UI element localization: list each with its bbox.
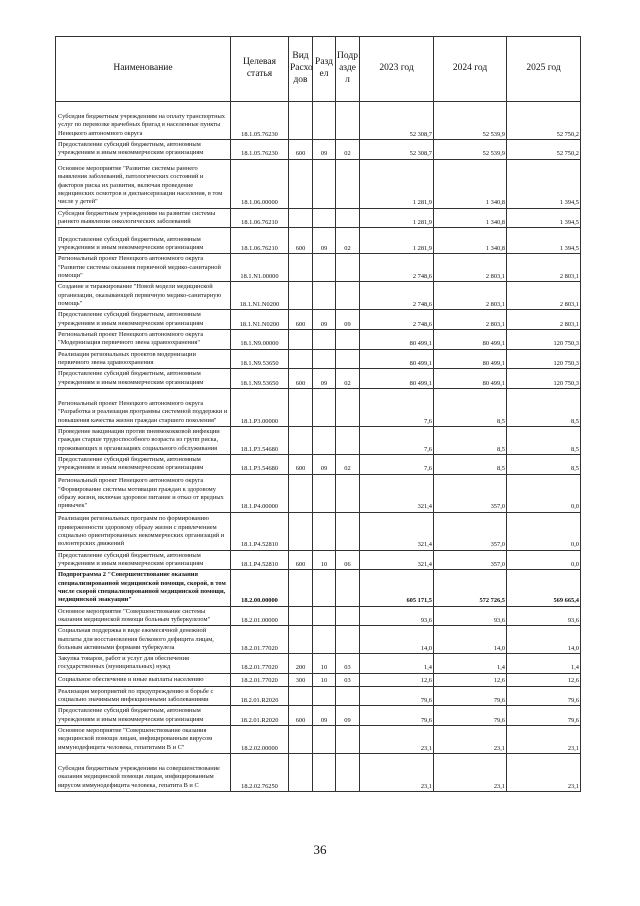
header-year-2024: 2024 год xyxy=(434,37,507,102)
row-value-2024: 23,1 xyxy=(434,754,507,792)
row-section xyxy=(313,426,336,454)
table-body xyxy=(56,102,581,792)
row-value-2023: 605 171,5 xyxy=(360,570,434,606)
row-target-article: 18.1.05.76230 xyxy=(231,140,289,160)
row-value-2024: 52 539,9 xyxy=(434,102,507,140)
row-value-2025: 120 750,3 xyxy=(507,369,581,389)
row-target-article: 18.1.N1.00000 xyxy=(231,254,289,282)
row-value-2023: 7,6 xyxy=(360,388,434,426)
row-target-article: 18.1.P3.54680 xyxy=(231,454,289,474)
row-section: 10 xyxy=(313,673,336,686)
row-target-article: 18.1.N9.53650 xyxy=(231,349,289,369)
row-section xyxy=(313,570,336,606)
row-target-article: 18.2.00.00000 xyxy=(231,570,289,606)
row-subsection: 02 xyxy=(336,228,360,254)
row-value-2023: 80 499,1 xyxy=(360,349,434,369)
row-value-2025: 23,1 xyxy=(507,754,581,792)
row-value-2024: 79,6 xyxy=(434,706,507,726)
table-header xyxy=(56,37,581,102)
row-value-2025: 120 750,3 xyxy=(507,329,581,349)
row-section xyxy=(313,282,336,310)
row-target-article: 18.2.02.00000 xyxy=(231,726,289,754)
row-target-article: 18.1.05.76230 xyxy=(231,102,289,140)
row-name: Реализация региональных программ по формированию приверженности здоровому образу жизни с привлечением социально ориентированных некоммерческих организаций и волонтерских движений xyxy=(56,512,231,550)
row-value-2023: 23,1 xyxy=(360,754,434,792)
row-value-2024: 8,5 xyxy=(434,426,507,454)
row-value-2024: 2 803,1 xyxy=(434,310,507,330)
row-value-2023: 1 281,9 xyxy=(360,159,434,208)
table-row xyxy=(56,329,581,349)
row-name: Создание и тиражирование "Новой модели медицинской организации, оказывающей первичную медико-санитарную помощь" xyxy=(56,282,231,310)
row-value-2023: 321,4 xyxy=(360,474,434,512)
header-subsection: Подр азде л xyxy=(336,37,360,102)
row-value-2025: 93,6 xyxy=(507,606,581,626)
row-target-article: 18.1.06.76210 xyxy=(231,228,289,254)
row-value-2023: 2 748,6 xyxy=(360,282,434,310)
header-section: Разд ел xyxy=(313,37,336,102)
row-target-article: 18.2.01.77020 xyxy=(231,654,289,674)
row-name: Закупка товаров, работ и услуг для обеспечения государственных (муниципальных) нужд xyxy=(56,654,231,674)
row-value-2023: 7,6 xyxy=(360,426,434,454)
row-value-2023: 2 748,6 xyxy=(360,310,434,330)
row-value-2025: 79,6 xyxy=(507,706,581,726)
row-expense-type: 300 xyxy=(289,673,313,686)
row-subsection: 02 xyxy=(336,369,360,389)
row-subsection xyxy=(336,102,360,140)
table-row xyxy=(56,228,581,254)
row-name: Предоставление субсидий бюджетным, автономным учреждениям и иным некоммерческим организациям xyxy=(56,706,231,726)
row-subsection xyxy=(336,474,360,512)
row-value-2025: 0,0 xyxy=(507,550,581,570)
header-year-2025: 2025 год xyxy=(507,37,581,102)
table-row xyxy=(56,606,581,626)
row-value-2023: 14,0 xyxy=(360,626,434,654)
row-name: Региональный проект Ненецкого автономного округа "Разработка и реализация программы системной поддержки и повышения качества жизни граждан старшего поколения" xyxy=(56,388,231,426)
row-value-2023: 321,4 xyxy=(360,512,434,550)
row-subsection xyxy=(336,329,360,349)
row-section: 10 xyxy=(313,550,336,570)
row-expense-type xyxy=(289,208,313,228)
row-expense-type xyxy=(289,626,313,654)
row-target-article: 18.2.01.R2020 xyxy=(231,706,289,726)
row-value-2025: 1 394,5 xyxy=(507,159,581,208)
row-value-2025: 8,5 xyxy=(507,426,581,454)
row-value-2025: 12,6 xyxy=(507,673,581,686)
row-section: 09 xyxy=(313,140,336,160)
row-value-2024: 572 726,5 xyxy=(434,570,507,606)
row-value-2024: 1 340,8 xyxy=(434,228,507,254)
table-row xyxy=(56,208,581,228)
row-value-2025: 2 803,1 xyxy=(507,282,581,310)
row-target-article: 18.2.02.76250 xyxy=(231,754,289,792)
row-value-2025: 0,0 xyxy=(507,474,581,512)
row-section xyxy=(313,754,336,792)
row-section xyxy=(313,474,336,512)
row-subsection xyxy=(336,254,360,282)
table-row xyxy=(56,474,581,512)
row-name: Предоставление субсидий бюджетным, автономным учреждениям и иным некоммерческим организациям xyxy=(56,310,231,330)
row-target-article: 18.2.01.R2020 xyxy=(231,686,289,706)
row-section: 09 xyxy=(313,706,336,726)
row-section xyxy=(313,686,336,706)
row-target-article: 18.1.P3.54680 xyxy=(231,426,289,454)
row-value-2025: 0,0 xyxy=(507,512,581,550)
row-subsection xyxy=(336,726,360,754)
row-name: Региональный проект Ненецкого автономного округа "Формирование системы мотивации граждан к здоровому образу жизни, включая здоровое питание и отказ от вредных привычек" xyxy=(56,474,231,512)
row-expense-type: 200 xyxy=(289,654,313,674)
row-subsection: 06 xyxy=(336,550,360,570)
row-value-2023: 80 499,1 xyxy=(360,369,434,389)
row-name: Социальная поддержка в виде ежемесячной денежной выплаты для восстановления белкового дефицита лицам, больным активными формами туберкулеза xyxy=(56,626,231,654)
row-expense-type xyxy=(289,726,313,754)
row-name: Предоставление субсидий бюджетным, автономным учреждениям и иным некоммерческим организациям xyxy=(56,140,231,160)
row-target-article: 18.1.06.76210 xyxy=(231,208,289,228)
row-value-2023: 52 308,7 xyxy=(360,102,434,140)
table-row xyxy=(56,310,581,330)
row-name: Основное мероприятие "Совершенствование системы оказания медицинской помощи больным туберкулезом" xyxy=(56,606,231,626)
row-target-article: 18.1.06.00000 xyxy=(231,159,289,208)
row-subsection xyxy=(336,282,360,310)
row-value-2024: 14,0 xyxy=(434,626,507,654)
row-expense-type xyxy=(289,426,313,454)
row-section: 09 xyxy=(313,454,336,474)
row-subsection: 03 xyxy=(336,673,360,686)
row-value-2025: 8,5 xyxy=(507,454,581,474)
row-value-2023: 93,6 xyxy=(360,606,434,626)
row-target-article: 18.1.N9.00000 xyxy=(231,329,289,349)
row-section xyxy=(313,208,336,228)
row-subsection xyxy=(336,686,360,706)
row-name: Субсидия бюджетным учреждениям на развитие системы раннего выявления онкологических заболеваний xyxy=(56,208,231,228)
row-value-2025: 569 665,4 xyxy=(507,570,581,606)
row-value-2025: 52 750,2 xyxy=(507,102,581,140)
header-target-article: Целевая статья xyxy=(231,37,289,102)
row-name: Подпрограмма 2 "Совершенствование оказания специализированной медицинской помощи, скорой, в том числе скорой специализированной медицинской помощи, медицинской эвакуации" xyxy=(56,570,231,606)
row-subsection xyxy=(336,626,360,654)
row-value-2024: 357,0 xyxy=(434,474,507,512)
row-expense-type xyxy=(289,282,313,310)
header-year-2023: 2023 год xyxy=(360,37,434,102)
row-value-2023: 80 499,1 xyxy=(360,329,434,349)
row-value-2023: 12,6 xyxy=(360,673,434,686)
row-value-2023: 79,6 xyxy=(360,686,434,706)
header-name: Наименование xyxy=(56,37,231,102)
row-value-2023: 321,4 xyxy=(360,550,434,570)
row-expense-type xyxy=(289,606,313,626)
row-name: Региональный проект Ненецкого автономного округа "Развитие системы оказания первичной медико-санитарной помощи" xyxy=(56,254,231,282)
row-value-2023: 1 281,9 xyxy=(360,228,434,254)
row-name: Основное мероприятие "Совершенствование оказания медицинской помощи лицам, инфицированным вирусом иммунодефицита человека, гепатитами В и С" xyxy=(56,726,231,754)
table-row xyxy=(56,102,581,140)
row-section xyxy=(313,159,336,208)
table-row xyxy=(56,349,581,369)
row-value-2024: 2 803,1 xyxy=(434,254,507,282)
row-expense-type: 600 xyxy=(289,454,313,474)
row-value-2024: 357,0 xyxy=(434,550,507,570)
row-expense-type xyxy=(289,512,313,550)
row-expense-type xyxy=(289,474,313,512)
row-value-2025: 1 394,5 xyxy=(507,208,581,228)
table-row xyxy=(56,626,581,654)
row-name: Предоставление субсидий бюджетным, автономным учреждениям и иным некоммерческим организациям xyxy=(56,550,231,570)
row-subsection xyxy=(336,349,360,369)
table-row xyxy=(56,570,581,606)
row-target-article: 18.2.01.77020 xyxy=(231,626,289,654)
row-section xyxy=(313,329,336,349)
row-expense-type xyxy=(289,102,313,140)
row-value-2024: 80 499,1 xyxy=(434,369,507,389)
row-section: 10 xyxy=(313,654,336,674)
table-row xyxy=(56,686,581,706)
row-subsection: 03 xyxy=(336,654,360,674)
row-subsection: 09 xyxy=(336,310,360,330)
row-expense-type: 600 xyxy=(289,550,313,570)
row-value-2024: 80 499,1 xyxy=(434,349,507,369)
row-value-2025: 23,1 xyxy=(507,726,581,754)
row-target-article: 18.1.N1.N0200 xyxy=(231,310,289,330)
row-subsection: 02 xyxy=(336,140,360,160)
row-section xyxy=(313,512,336,550)
table-row xyxy=(56,654,581,674)
row-name: Реализация региональных проектов модернизации первичного звена здравоохранения xyxy=(56,349,231,369)
row-name: Субсидия бюджетным учреждениям на совершенствование оказания медицинской помощи лицам, инфицированным вирусом иммунодефицита человека, гепатита В и С xyxy=(56,754,231,792)
table-row xyxy=(56,254,581,282)
row-name: Субсидия бюджетным учреждениям на оплату транспортных услуг по перевозке врачебных бригад в населенные пункты Ненецкого автономного округа xyxy=(56,102,231,140)
table-row xyxy=(56,673,581,686)
row-value-2024: 8,5 xyxy=(434,454,507,474)
row-name: Предоставление субсидий бюджетным, автономным учреждениям и иным некоммерческим организациям xyxy=(56,369,231,389)
row-value-2024: 80 499,1 xyxy=(434,329,507,349)
row-value-2025: 8,5 xyxy=(507,388,581,426)
row-expense-type: 600 xyxy=(289,369,313,389)
table-row xyxy=(56,140,581,160)
row-section xyxy=(313,388,336,426)
table-row xyxy=(56,512,581,550)
row-name: Проведение вакцинации против пневмококковой инфекции граждан старше трудоспособного возраста из групп риска, проживающих в организациях социального обслуживания xyxy=(56,426,231,454)
table-row xyxy=(56,454,581,474)
row-value-2023: 1,4 xyxy=(360,654,434,674)
row-section xyxy=(313,254,336,282)
row-name: Региональный проект Ненецкого автономного округа "Модернизация первичного звена здравоохранения" xyxy=(56,329,231,349)
row-value-2024: 2 803,1 xyxy=(434,282,507,310)
row-expense-type xyxy=(289,159,313,208)
row-section xyxy=(313,102,336,140)
row-value-2024: 79,6 xyxy=(434,686,507,706)
row-name: Предоставление субсидий бюджетным, автономным учреждениям и иным некоммерческим организациям xyxy=(56,454,231,474)
row-target-article: 18.2.01.77020 xyxy=(231,673,289,686)
row-value-2024: 52 539,9 xyxy=(434,140,507,160)
row-value-2023: 52 308,7 xyxy=(360,140,434,160)
row-value-2024: 8,5 xyxy=(434,388,507,426)
table-row xyxy=(56,388,581,426)
row-value-2023: 1 281,9 xyxy=(360,208,434,228)
row-target-article: 18.1.N9.53650 xyxy=(231,369,289,389)
row-expense-type: 600 xyxy=(289,706,313,726)
row-subsection xyxy=(336,388,360,426)
row-value-2023: 2 748,6 xyxy=(360,254,434,282)
table-row xyxy=(56,726,581,754)
row-name: Предоставление субсидий бюджетным, автономным учреждениям и иным некоммерческим организациям xyxy=(56,228,231,254)
row-value-2024: 1 340,8 xyxy=(434,208,507,228)
row-target-article: 18.1.N1.N0200 xyxy=(231,282,289,310)
row-value-2025: 79,6 xyxy=(507,686,581,706)
row-value-2025: 52 750,2 xyxy=(507,140,581,160)
row-value-2024: 12,6 xyxy=(434,673,507,686)
budget-table xyxy=(55,36,581,792)
row-subsection xyxy=(336,512,360,550)
row-value-2025: 120 750,3 xyxy=(507,349,581,369)
row-subsection xyxy=(336,208,360,228)
row-expense-type xyxy=(289,329,313,349)
table-row xyxy=(56,550,581,570)
row-section: 09 xyxy=(313,369,336,389)
row-subsection xyxy=(336,570,360,606)
row-subsection: 09 xyxy=(336,706,360,726)
table-row xyxy=(56,159,581,208)
row-expense-type: 600 xyxy=(289,140,313,160)
row-section: 09 xyxy=(313,310,336,330)
row-value-2025: 2 803,1 xyxy=(507,310,581,330)
row-target-article: 18.2.01.00000 xyxy=(231,606,289,626)
row-value-2025: 2 803,1 xyxy=(507,254,581,282)
row-subsection: 02 xyxy=(336,454,360,474)
row-expense-type xyxy=(289,254,313,282)
row-expense-type xyxy=(289,686,313,706)
row-expense-type xyxy=(289,570,313,606)
row-name: Социальное обеспечение и иные выплаты населению xyxy=(56,673,231,686)
row-section: 09 xyxy=(313,228,336,254)
row-value-2025: 14,0 xyxy=(507,626,581,654)
row-value-2024: 23,1 xyxy=(434,726,507,754)
row-expense-type xyxy=(289,754,313,792)
row-subsection xyxy=(336,159,360,208)
table-row xyxy=(56,369,581,389)
header-expense-type: Вид Расхо дов xyxy=(289,37,313,102)
row-subsection xyxy=(336,606,360,626)
row-subsection xyxy=(336,754,360,792)
row-value-2025: 1 394,5 xyxy=(507,228,581,254)
row-value-2024: 1,4 xyxy=(434,654,507,674)
row-target-article: 18.1.P4.00000 xyxy=(231,474,289,512)
row-value-2023: 79,6 xyxy=(360,706,434,726)
row-target-article: 18.1.P4.52810 xyxy=(231,550,289,570)
row-expense-type xyxy=(289,388,313,426)
table-row xyxy=(56,282,581,310)
row-value-2025: 1,4 xyxy=(507,654,581,674)
row-value-2023: 7,6 xyxy=(360,454,434,474)
row-expense-type: 600 xyxy=(289,228,313,254)
row-expense-type: 600 xyxy=(289,310,313,330)
row-value-2023: 23,1 xyxy=(360,726,434,754)
table-row xyxy=(56,706,581,726)
table-row xyxy=(56,754,581,792)
row-name: Основное мероприятие "Развитие системы раннего выявления заболеваний, патологических состояний и факторов риска их развития, включая проведение медицинских осмотров и диспансеризации населения, в том числе у детей" xyxy=(56,159,231,208)
row-value-2024: 1 340,8 xyxy=(434,159,507,208)
row-section xyxy=(313,349,336,369)
row-section xyxy=(313,606,336,626)
page-number: 36 xyxy=(313,842,327,857)
row-subsection xyxy=(336,426,360,454)
row-section xyxy=(313,726,336,754)
row-target-article: 18.1.P4.52810 xyxy=(231,512,289,550)
row-value-2024: 93,6 xyxy=(434,606,507,626)
table-row xyxy=(56,426,581,454)
row-value-2024: 357,0 xyxy=(434,512,507,550)
row-name: Реализация мероприятий по предупреждению и борьбе с социально значимыми инфекционными заболеваниями xyxy=(56,686,231,706)
row-expense-type xyxy=(289,349,313,369)
row-target-article: 18.1.P3.00000 xyxy=(231,388,289,426)
row-section xyxy=(313,626,336,654)
